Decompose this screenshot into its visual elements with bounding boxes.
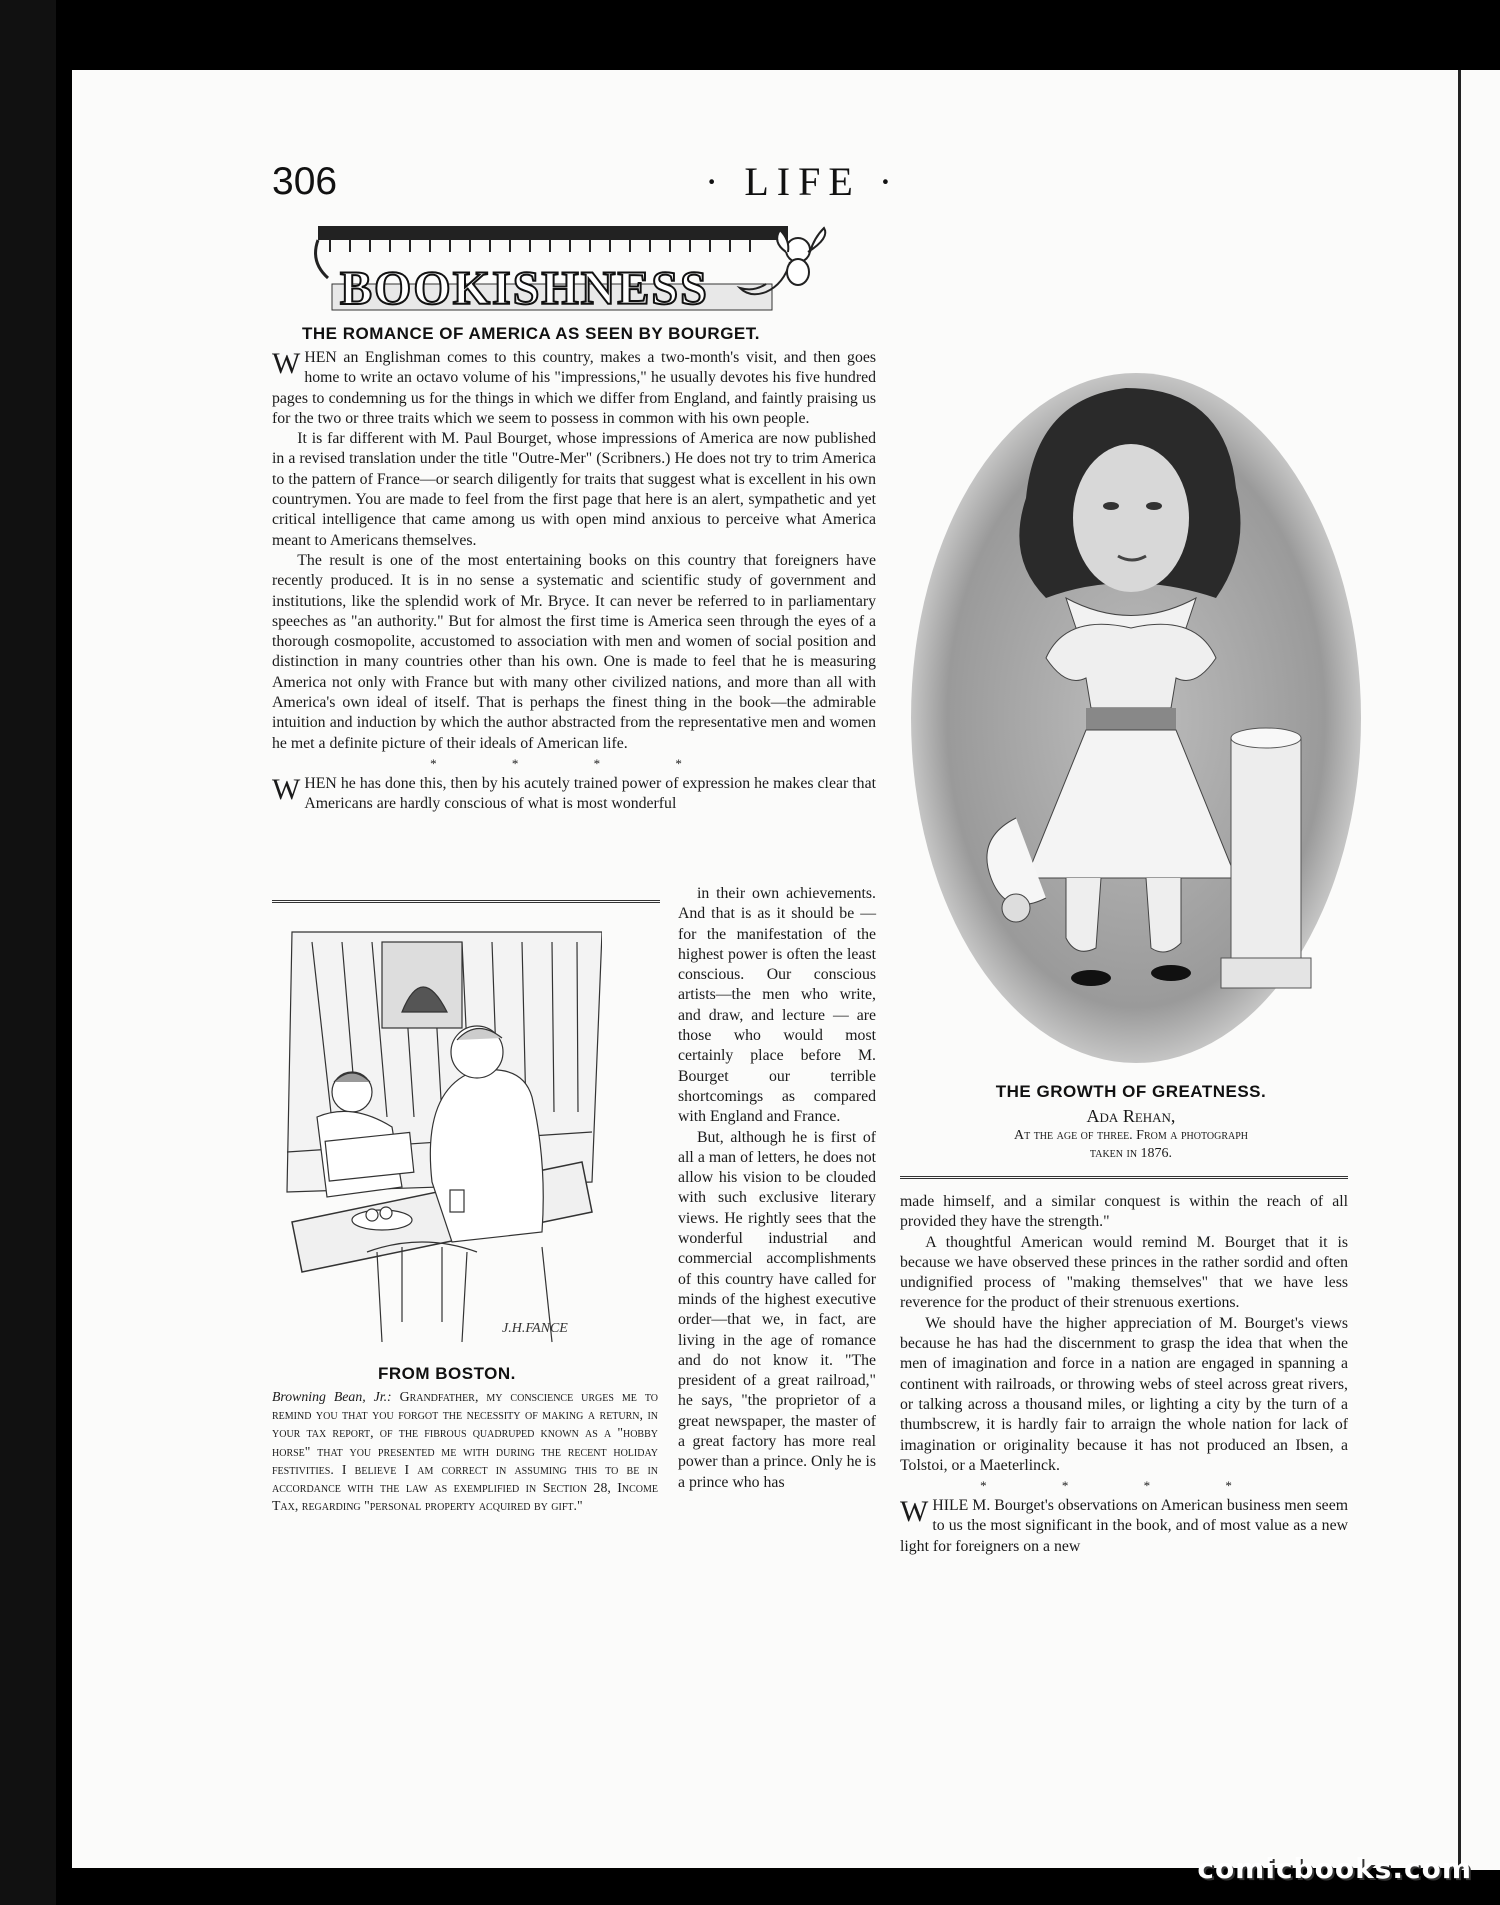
section-break-stars: * * * * [430,755,718,771]
photograph-subtitle: Ada Rehan, [1086,1106,1176,1126]
site-watermark: comicbooks.com [1197,1852,1472,1885]
article-paragraph: It is far different with M. Paul Bourget, whose impressions of America are now published in a revised translation under the title "Outre-Mer" (Scribners.) He does not try to trim America to the pattern of France—or search diligently for traits that suggest what is excellent in his own countrymen. You are made to feel from the first page that here is an alert, sympathetic and yet critical intelligence that came among us with open mind anxious to perceive what America meant to Americans themselves. [272,430,876,549]
article-paragraph: But, although he is first of all a man of letters, he does not allow his vision to be clouded with such exclusive literary views. He rightly sees that the wonderful industrial and commercial accomplishments of this country have called for minds of the highest executive order—that we, in fact, are living in the age of romance and do not know it. "The president of a great railroad," he says, "the proprietor of a great newspaper, the master of a great factory has more real power than a prince. Only he is a prince who has [678,1128,876,1491]
article-paragraph: A thoughtful American would remind M. Bourget that it is because we have observed these princes in the rather sordid and often undignified process of "making themselves" that we have less reverence for the product of their strenuous exertions. [900,1233,1348,1312]
cartoon-illustration [272,922,602,1362]
article-paragraph [272,774,876,815]
article-paragraph: made himself, and a similar conquest is within the reach of all provided they have the strength." [900,1193,1348,1231]
article-paragraph [272,348,876,429]
facing-page-edge [1458,70,1500,1870]
drop-cap: W [900,1495,929,1529]
page-number: 306 [272,160,338,203]
cartoon-speaker: Browning Bean, Jr.: [272,1389,392,1404]
article-column-left [272,348,876,815]
paragraph-text: HEN an Englishman comes to this country, makes a two-month's visit, and then goes home to write an octavo volume of his "impressions," he usually devotes his five hundred pages to condemning us for the things in which we differ from England, and faintly praising us for the two or three traits which we seem to possess in common with his own people. [272,349,876,427]
magazine-title: · LIFE · [705,159,901,204]
photograph-note-line1: At the age of three. From a photograph [1013,1128,1249,1143]
photograph-ada-rehan [896,358,1366,1068]
cartoon-caption: FROM BOSTON. [378,1364,516,1383]
article-column-right [900,1192,1348,1557]
column-rule [900,1176,1348,1179]
drop-cap: W [272,772,301,806]
paragraph-text: HILE M. Bourget's observations on American business men seem to us the most significant in the book, and of most value as a new light for foreigners on a new [900,1497,1348,1555]
photograph-title: THE GROWTH OF GREATNESS. [995,1082,1267,1101]
article-paragraph: in their own achievements. And that is as it should be —for the manifestation of the highest power is often the least conscious. Our conscious artists—the men who write, and draw, and lecture — are those who would most certainly place before M. Bourget our terrible shortcomings as compared with England and France. [678,885,876,1126]
cartoon-signature: J.H.FANCE [502,1321,568,1336]
banner-label: BOOKISHNESS [340,262,709,315]
article-headline: THE ROMANCE OF AMERICA AS SEEN BY BOURGET. [302,324,760,343]
article-paragraph: We should have the higher appreciation of M. Bourget's views because he has had the discernment to grasp the idea that when the men of imagination and force in a nation are engaged in spanning a continent with railroads, or throwing webs of steel across great rivers, or talking across a thousand miles, or lighting a city by the turn of a thumbscrew, it is hardly fair to arraign the whole nation for lack of imagination or originality because it has not produced an Ibsen, a Tolstoi, or a Maeterlinck. [900,1314,1348,1474]
article-column-narrow [678,884,876,1493]
drop-cap: W [272,347,301,380]
cartoon-dialogue-text: Grandfather, my conscience urges me to remind you that you forgot the necessity of making a return, in your tax report, of the fibrous quadruped known as a "hobby horse" that you presented me with during the recent holiday festivities. I believe I am correct in assuming this to be in accordance with the law as exemplified in Section 28, Income Tax, regarding "personal property acquired by gift." [272,1389,659,1514]
section-break-stars: * * * * [980,1478,1268,1494]
article-paragraph: The result is one of the most entertaining books on this country that foreigners have recently produced. It is in no sense a systematic and scientific study of government and institutions, like the splendid work of Mr. Bryce. It can never be referred to in parliamentary speeches as "an authority." But for almost the first time is America seen through the eyes of a thorough cosmopolite, accustomed to association with men and women of social position and distinction in many countries other than his own. One is made to feel that he is measuring America not only with France but with many other civilized nations, and more than all with America's own ideal of itself. That is perhaps the finest thing in the book—the admirable intuition and induction by which the author abstracted from the representative men and women he met a definite picture of their ideals of American life. [272,551,876,752]
article-paragraph [900,1496,1348,1557]
scan-margin-left [0,0,56,1905]
photograph-note-line2: taken in 1876. [1089,1146,1173,1161]
photograph-caption [895,1082,1367,1163]
section-banner [310,222,840,317]
cartoon-dialogue [272,1388,658,1515]
column-rule [272,900,660,903]
paragraph-text: HEN he has done this, then by his acutely trained power of expression he makes clear that Americans are hardly conscious of what is most wonderful [304,774,876,813]
